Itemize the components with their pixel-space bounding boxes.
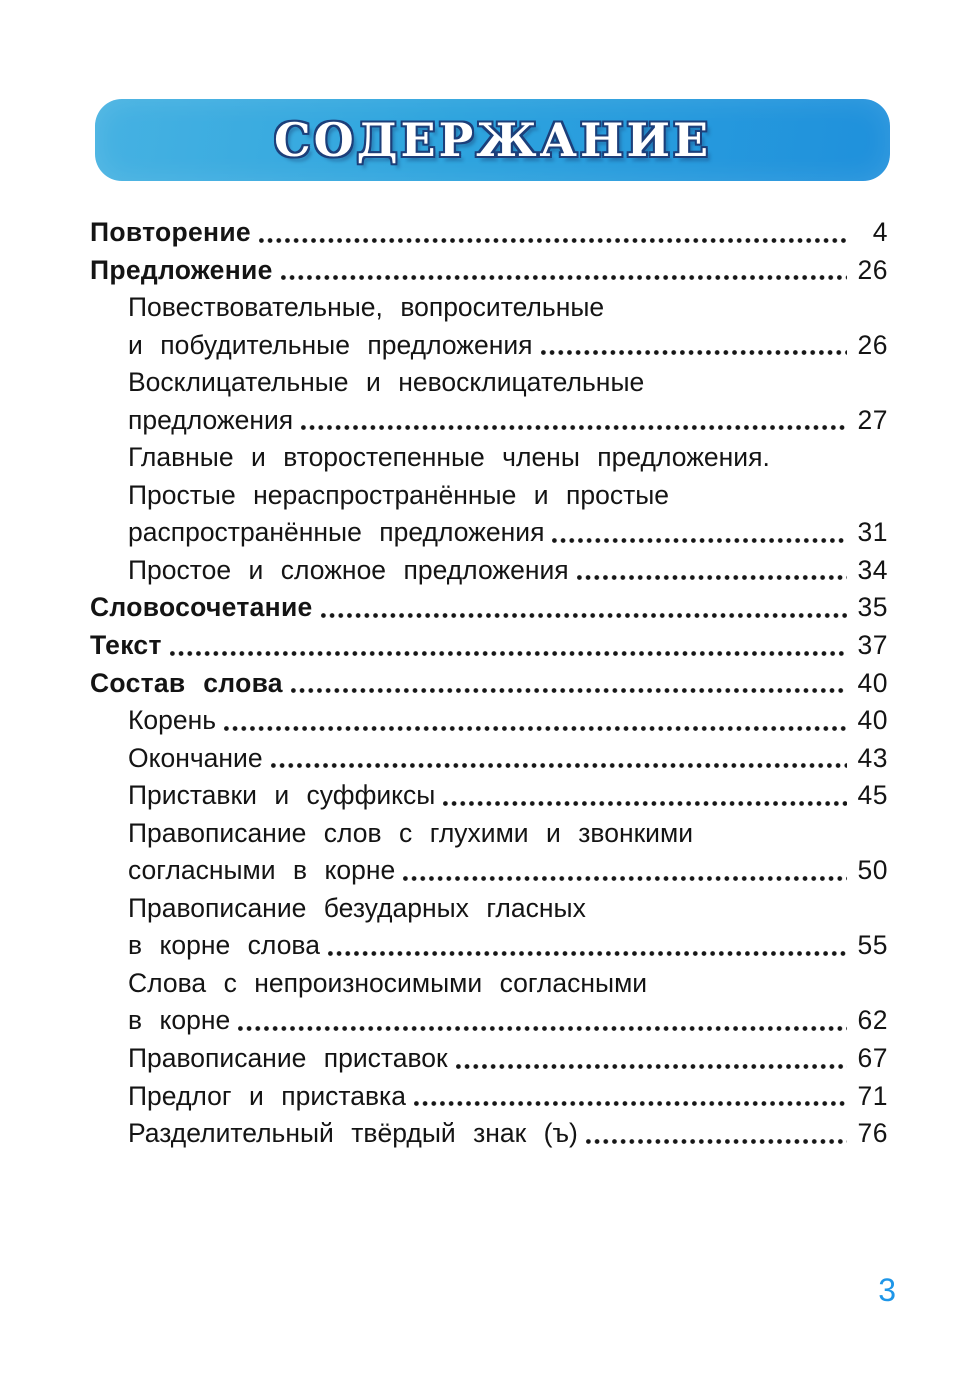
dot-leader bbox=[328, 927, 847, 965]
dot-leader bbox=[321, 589, 847, 627]
toc-entry-page: 31 bbox=[857, 517, 888, 548]
toc-row bbox=[90, 364, 888, 402]
toc-row bbox=[90, 852, 888, 890]
dot-leader bbox=[456, 1040, 847, 1078]
toc-entry-page: 37 bbox=[857, 630, 888, 661]
dot-leader bbox=[443, 777, 847, 815]
toc-entry-page: 45 bbox=[857, 780, 888, 811]
dot-leader bbox=[541, 327, 847, 365]
dot-leader bbox=[414, 1078, 847, 1116]
toc-entry-page: 67 bbox=[857, 1043, 888, 1074]
toc-row bbox=[90, 552, 888, 590]
toc-entry-label: Корень bbox=[128, 705, 217, 736]
toc-entry-label: Правописание приставок bbox=[128, 1043, 448, 1074]
dot-leader bbox=[577, 552, 847, 590]
toc-row bbox=[90, 965, 888, 1003]
contents-banner bbox=[95, 99, 890, 181]
toc-entry-label: Восклицательные и невосклицательные bbox=[128, 367, 645, 398]
toc-row bbox=[90, 1078, 888, 1116]
toc-row bbox=[90, 702, 888, 740]
toc-entry-label: и побудительные предложения bbox=[128, 329, 533, 360]
toc-row bbox=[90, 327, 888, 365]
toc-row bbox=[90, 740, 888, 778]
dot-leader bbox=[586, 1115, 847, 1153]
toc-entry-page: 71 bbox=[857, 1080, 888, 1111]
toc-entry-label: Повторение bbox=[90, 217, 251, 247]
dot-leader bbox=[552, 514, 847, 552]
toc-entry-page: 40 bbox=[857, 705, 888, 736]
toc-entry-label: Главные и второстепенные члены предложения. bbox=[128, 442, 770, 473]
toc-row bbox=[90, 402, 888, 440]
toc-entry-page: 35 bbox=[857, 592, 888, 623]
toc-row bbox=[90, 815, 888, 853]
toc-entry-page: 50 bbox=[857, 855, 888, 886]
toc-row bbox=[90, 777, 888, 815]
dot-leader bbox=[291, 665, 847, 703]
toc-row bbox=[90, 665, 888, 703]
dot-leader bbox=[301, 402, 847, 440]
toc-entry-label: Простое и сложное предложения bbox=[128, 554, 569, 585]
toc-row bbox=[90, 1115, 888, 1153]
toc-row bbox=[90, 439, 888, 477]
toc-entry-page: 76 bbox=[857, 1118, 888, 1149]
toc-entry-label: Приставки и суффиксы bbox=[128, 780, 436, 811]
toc-entry-label: в корне слова bbox=[128, 930, 320, 961]
dot-leader bbox=[403, 852, 847, 890]
toc-entry-page: 26 bbox=[857, 329, 888, 360]
toc-entry-page: 62 bbox=[857, 1005, 888, 1036]
toc-entry-label: согласными в корне bbox=[128, 855, 396, 886]
toc-entry-page: 27 bbox=[857, 404, 888, 435]
dot-leader bbox=[238, 1002, 847, 1040]
toc-entry-label: Простые нераспространённые и простые bbox=[128, 479, 670, 510]
toc-row bbox=[90, 214, 888, 252]
toc-entry-label: Повествовательные, вопросительные bbox=[128, 292, 605, 323]
toc-row bbox=[90, 289, 888, 327]
toc-entry-label: Правописание слов с глухими и звонкими bbox=[128, 817, 693, 848]
toc-row bbox=[90, 589, 888, 627]
toc-entry-label: Словосочетание bbox=[90, 592, 313, 623]
dot-leader bbox=[170, 627, 847, 665]
toc-entry-label: в корне bbox=[128, 1005, 231, 1036]
toc-row bbox=[90, 890, 888, 928]
toc-entry-label: распространённые предложения bbox=[128, 517, 545, 548]
toc-row bbox=[90, 514, 888, 552]
dot-leader bbox=[259, 214, 847, 252]
toc-row bbox=[90, 1040, 888, 1078]
dot-leader bbox=[224, 702, 847, 740]
toc-entry-label: Предложение bbox=[90, 254, 273, 285]
toc-entry-label: Текст bbox=[90, 630, 162, 661]
folio-page-number: 3 bbox=[878, 1272, 896, 1308]
toc-entry-page: 55 bbox=[857, 930, 888, 961]
toc-row bbox=[90, 927, 888, 965]
toc-entry-label: Разделительный твёрдый знак (ъ) bbox=[128, 1118, 578, 1149]
page-title: СОДЕРЖАНИЕ bbox=[273, 113, 712, 167]
toc-entry-page: 43 bbox=[857, 742, 888, 773]
toc-entry-label: предложения bbox=[128, 404, 294, 435]
toc-row bbox=[90, 627, 888, 665]
toc-entry-label: Предлог и приставка bbox=[128, 1080, 406, 1111]
toc-row bbox=[90, 1002, 888, 1040]
toc-row bbox=[90, 477, 888, 515]
toc-entry-page: 26 bbox=[857, 254, 888, 285]
toc-entry-page: 40 bbox=[857, 667, 888, 698]
toc-entry-label: Состав слова bbox=[90, 667, 283, 698]
dot-leader bbox=[271, 740, 847, 778]
toc-entry-label: Слова с непроизносимыми согласными bbox=[128, 967, 648, 998]
toc-row bbox=[90, 252, 888, 290]
toc-entry-page: 4 bbox=[872, 217, 888, 247]
toc-entry-label: Окончание bbox=[128, 742, 263, 773]
toc-entry-page: 34 bbox=[857, 554, 888, 585]
dot-leader bbox=[281, 252, 847, 290]
toc-entry-label: Правописание безударных гласных bbox=[128, 892, 586, 923]
toc-list bbox=[90, 214, 888, 1153]
